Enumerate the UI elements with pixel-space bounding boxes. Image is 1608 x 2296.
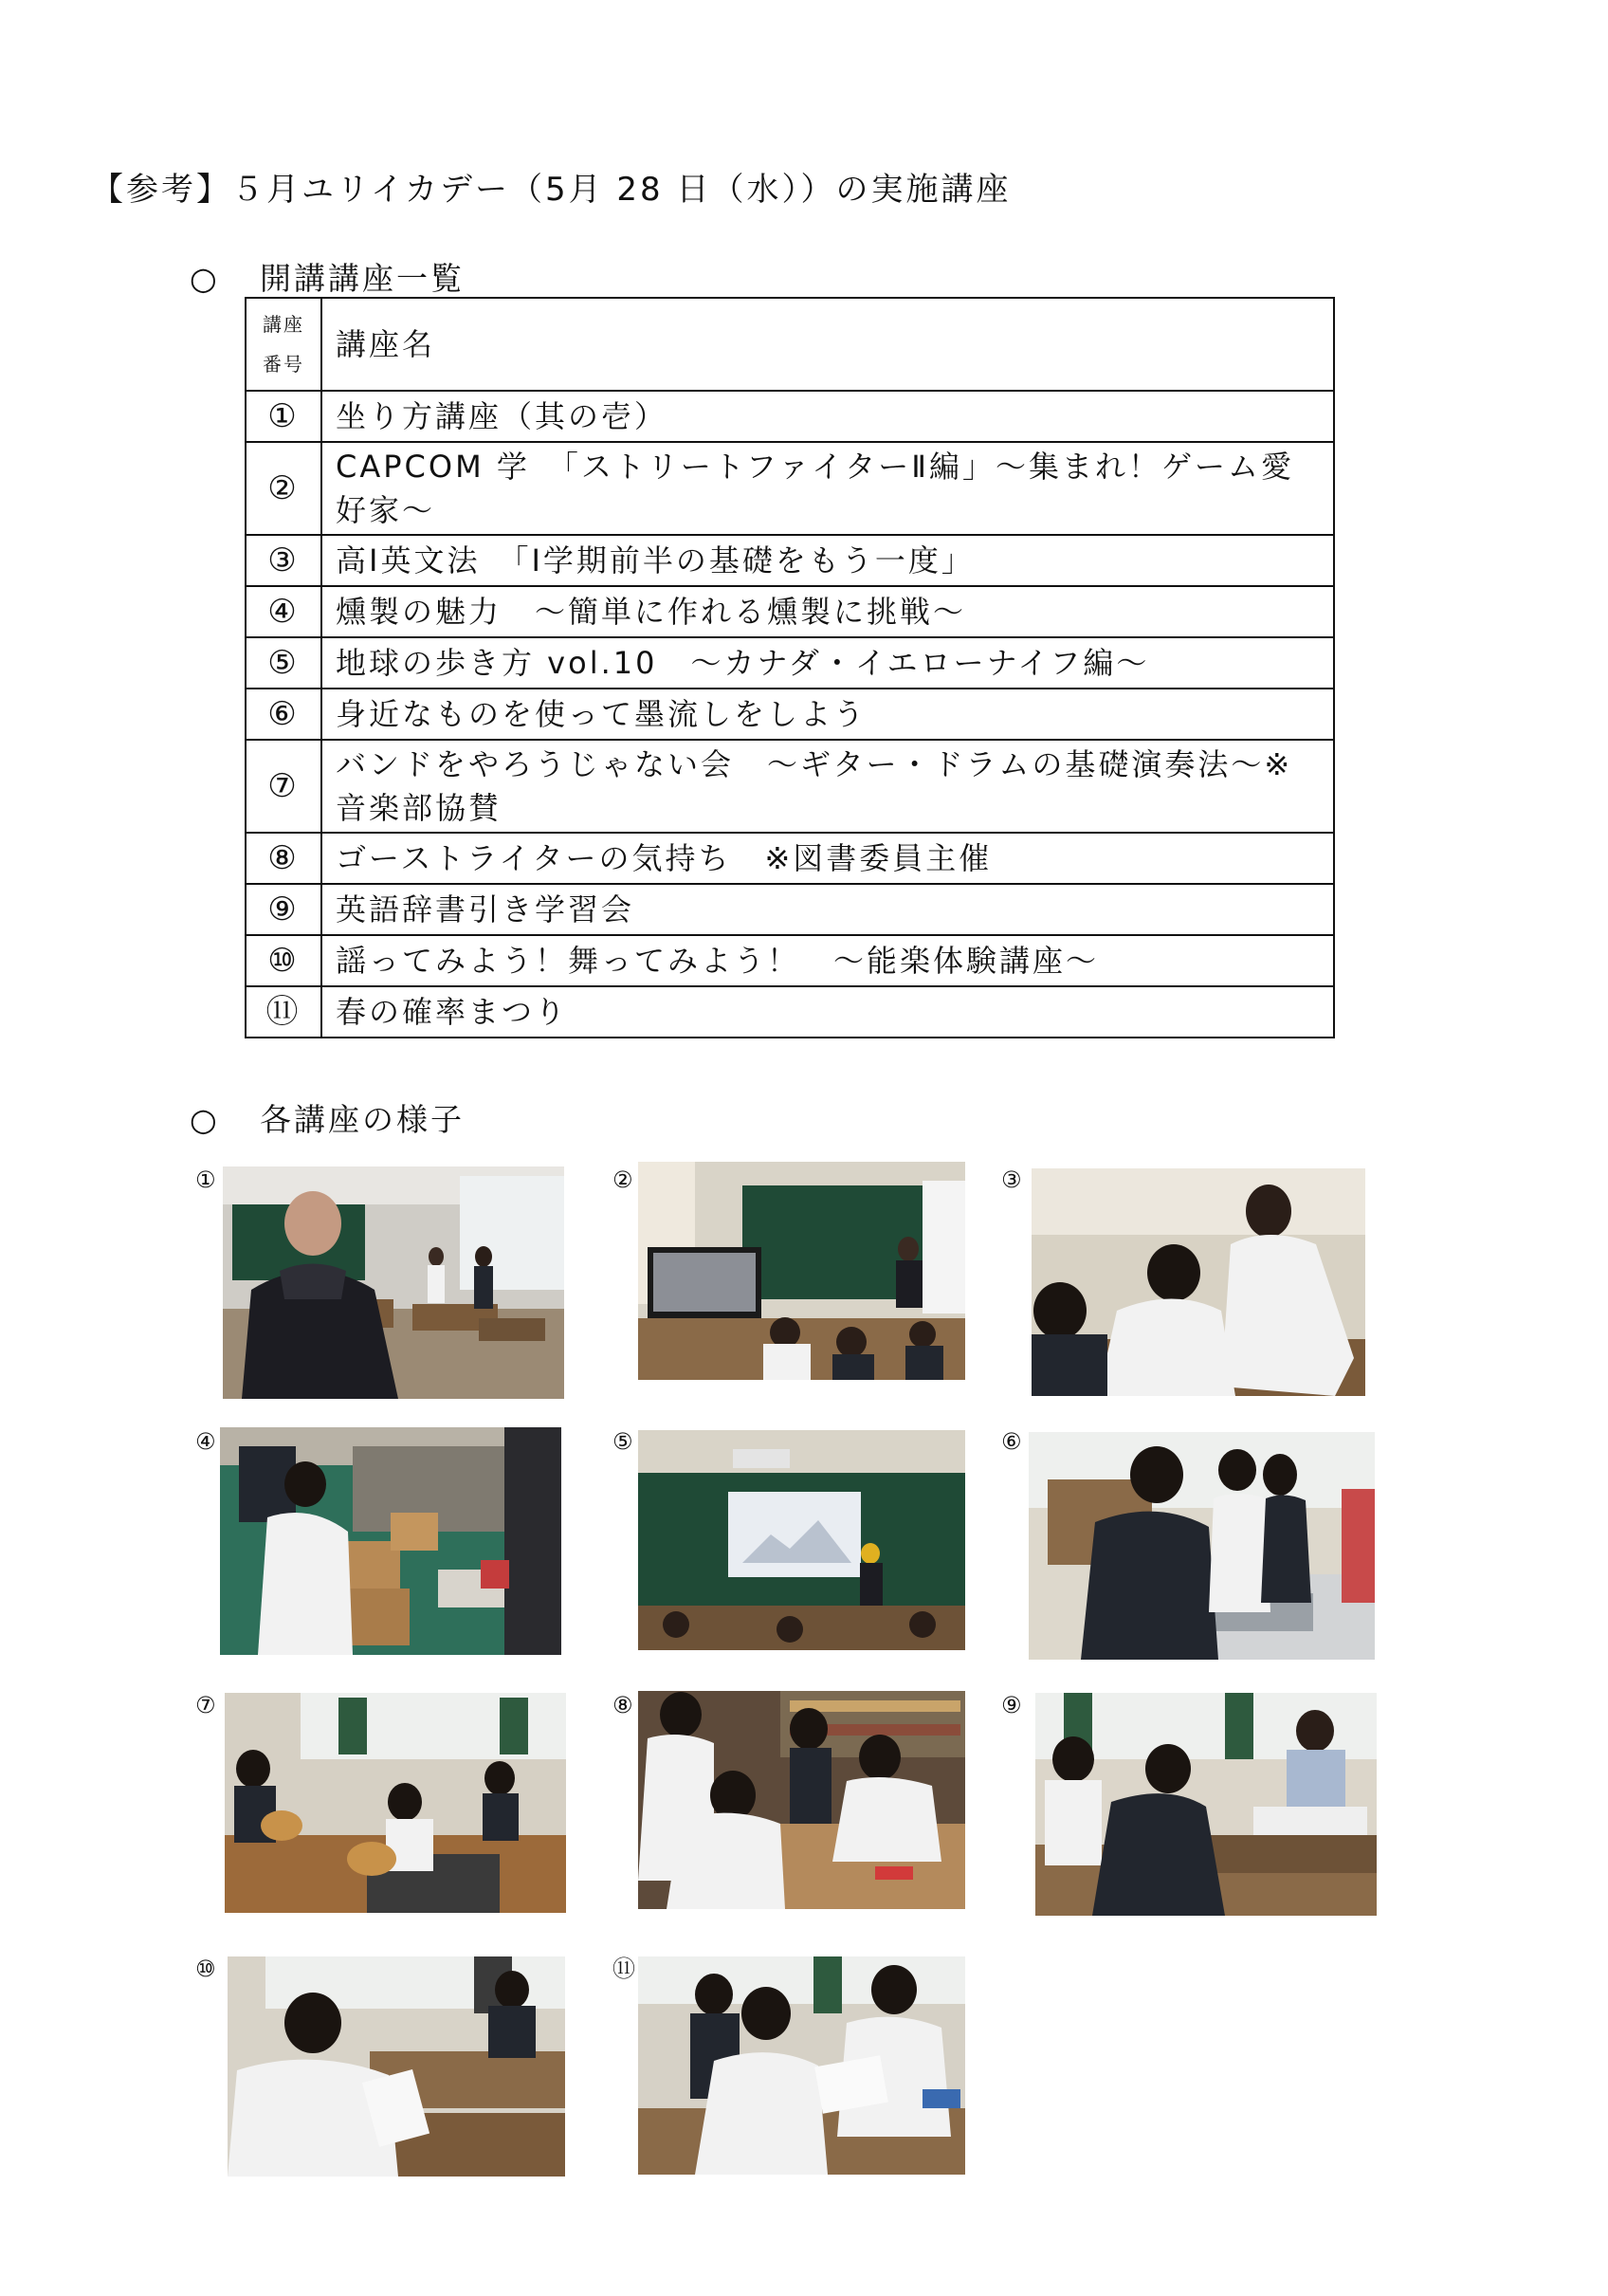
header-number-line1: 講座 <box>263 313 304 336</box>
course-number: ⑤ <box>246 637 321 689</box>
photo-course-1 <box>223 1166 564 1399</box>
photo-course-5 <box>638 1430 965 1650</box>
course-name: 坐り方講座（其の壱） <box>321 391 1334 442</box>
course-number: ① <box>246 391 321 442</box>
course-name: CAPCOM 学 「ストリートファイターⅡ編」～集まれ！ゲーム愛好家～ <box>321 442 1334 535</box>
course-number: ⑧ <box>246 833 321 884</box>
header-course-name: 講座名 <box>321 298 1334 391</box>
photo-course-11 <box>638 1956 965 2175</box>
course-name: 英語辞書引き学習会 <box>321 884 1334 935</box>
table-row <box>246 391 1334 442</box>
table-row <box>246 884 1334 935</box>
table-row <box>246 740 1334 833</box>
course-number: ⑪ <box>246 986 321 1038</box>
table-row <box>246 833 1334 884</box>
course-name: 身近なものを使って墨流しをしよう <box>321 689 1334 740</box>
photo-course-4 <box>220 1427 561 1655</box>
photo-label: ⑨ <box>1001 1692 1022 1718</box>
table-row <box>246 689 1334 740</box>
course-number: ⑩ <box>246 935 321 986</box>
photo-label: ⑥ <box>1001 1428 1022 1455</box>
photo-course-3 <box>1032 1168 1365 1396</box>
photo-label: ⑤ <box>612 1428 633 1455</box>
photo-course-2 <box>638 1162 965 1380</box>
course-name: ゴーストライターの気持ち ※図書委員主催 <box>321 833 1334 884</box>
header-course-number <box>246 298 321 391</box>
course-number: ② <box>246 442 321 535</box>
course-name: 燻製の魅力 ～簡単に作れる燻製に挑戦～ <box>321 586 1334 637</box>
header-number-line2: 番号 <box>263 353 304 376</box>
page-title: 【参考】５月ユリイカデー（5月 28 日（水））の実施講座 <box>91 171 1012 209</box>
course-table <box>245 297 1335 1038</box>
section-heading-text: 各講座の様子 <box>260 1101 465 1138</box>
photo-label: ⑩ <box>195 1956 216 1982</box>
photo-course-10 <box>228 1956 565 2177</box>
course-name: 春の確率まつり <box>321 986 1334 1038</box>
circle-bullet-icon: ○ <box>190 1101 220 1138</box>
table-row <box>246 935 1334 986</box>
table-header-row <box>246 298 1334 391</box>
photo-label: ① <box>195 1166 216 1193</box>
table-row <box>246 986 1334 1038</box>
course-name: バンドをやろうじゃない会 ～ギター・ドラムの基礎演奏法～※音楽部協賛 <box>321 740 1334 833</box>
course-name: 地球の歩き方 vol.10 ～カナダ・イエローナイフ編～ <box>321 637 1334 689</box>
photo-course-6 <box>1029 1432 1375 1660</box>
section-heading-photos <box>190 1095 465 1140</box>
table-row <box>246 535 1334 586</box>
photo-label: ④ <box>195 1428 216 1455</box>
photo-course-7 <box>225 1693 566 1913</box>
photo-course-8 <box>638 1691 965 1909</box>
photo-course-9 <box>1035 1693 1377 1916</box>
course-number: ⑥ <box>246 689 321 740</box>
course-name: 高Ⅰ英文法 「Ⅰ学期前半の基礎をもう一度」 <box>321 535 1334 586</box>
photo-label: ⑦ <box>195 1692 216 1718</box>
course-name: 謡ってみよう！舞ってみよう！ ～能楽体験講座～ <box>321 935 1334 986</box>
circle-bullet-icon: ○ <box>190 260 220 297</box>
photo-label: ⑪ <box>612 1956 635 1982</box>
photo-label: ⑧ <box>612 1692 633 1718</box>
course-number: ③ <box>246 535 321 586</box>
table-row <box>246 442 1334 535</box>
photo-label: ② <box>612 1166 633 1193</box>
course-number: ⑨ <box>246 884 321 935</box>
section-heading-text: 開講講座一覧 <box>260 260 465 297</box>
course-number: ④ <box>246 586 321 637</box>
section-heading-course-list <box>190 254 465 299</box>
course-number: ⑦ <box>246 740 321 833</box>
table-row <box>246 586 1334 637</box>
table-row <box>246 637 1334 689</box>
photo-label: ③ <box>1001 1166 1022 1193</box>
